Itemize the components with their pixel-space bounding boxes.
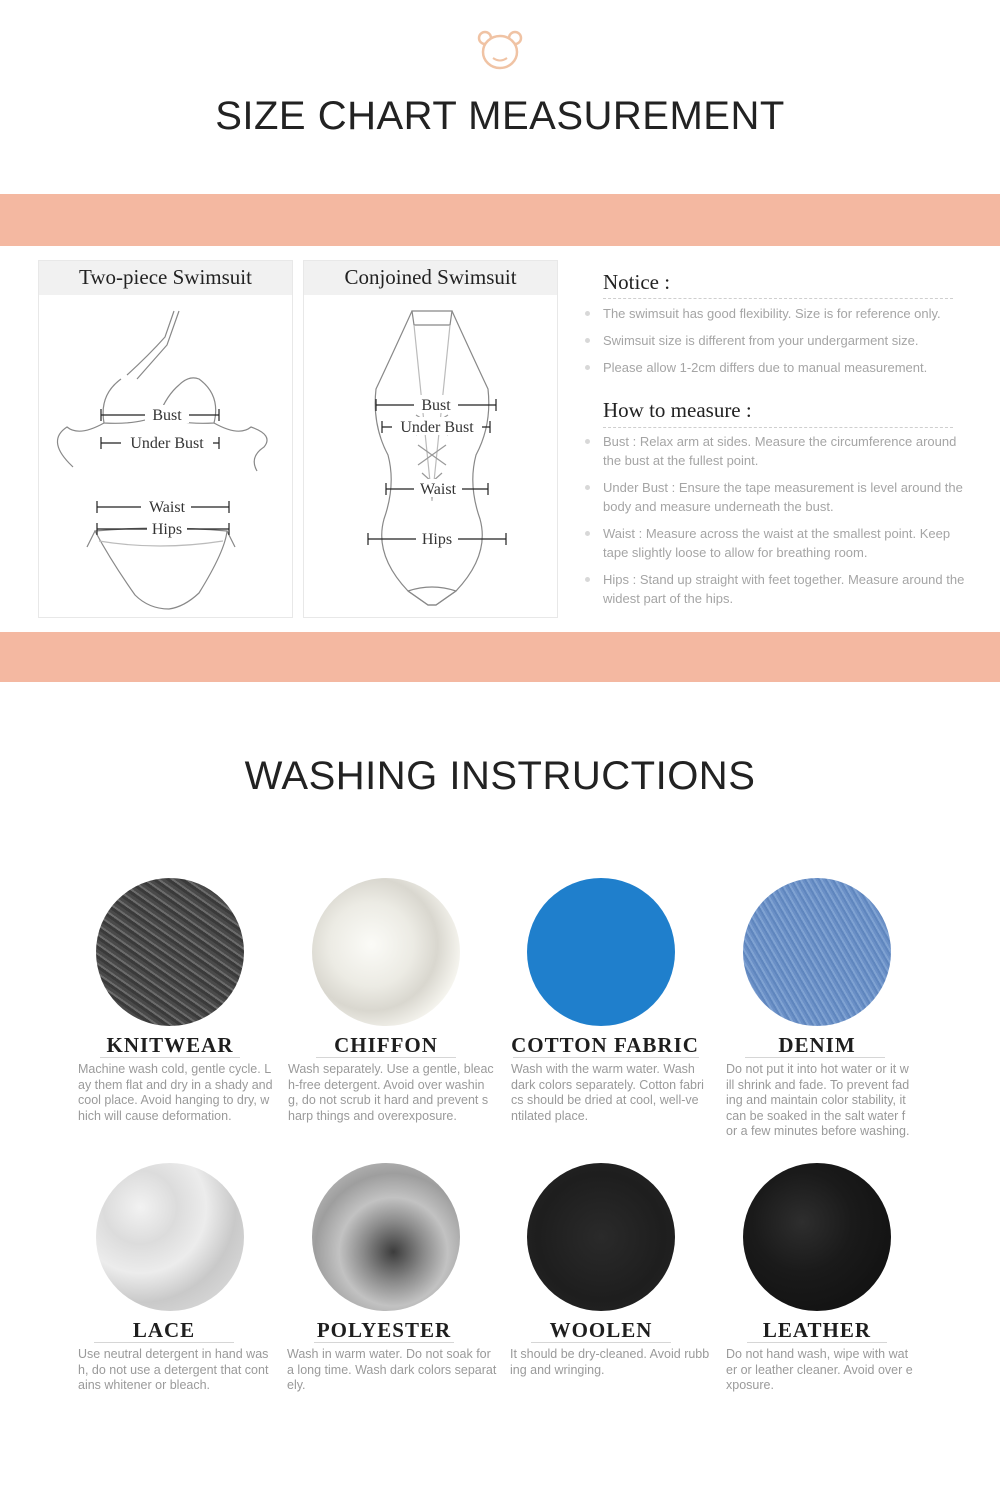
fabric-desc: Use neutral detergent in hand wash, do not use a detergent that contains whitener or bleach. <box>78 1347 269 1392</box>
cj-underbust-label: Under Bust <box>400 419 474 436</box>
knitwear-swatch <box>96 878 244 1026</box>
how-to-item: Hips : Stand up straight with feet together. Measure around the widest part of the hips. <box>585 570 988 608</box>
fabric-name: COTTON FABRIC <box>511 1033 699 1057</box>
how-to-item: Bust : Relax arm at sides. Measure the circumference around the bust at the fullest point. <box>585 432 973 470</box>
tp-hips-label: Hips <box>151 521 183 538</box>
page-title: SIZE CHART MEASUREMENT <box>215 94 785 138</box>
woolen-swatch <box>527 1163 675 1311</box>
how-to-item: Under Bust : Ensure the tape measurement is level around the body and measure underneath the bust. <box>585 478 978 516</box>
fabric-desc: Wash separately. Use a gentle, bleach-free detergent. Avoid over washing, do not scrub it hard and prevent sharp things and overexposure. <box>288 1062 494 1123</box>
tp-bust-label: Bust <box>152 407 182 424</box>
cj-waist-label: Waist <box>419 481 457 498</box>
fabric-divider <box>747 1342 887 1343</box>
two-piece-diagram <box>39 295 292 617</box>
fabric-name: LACE <box>132 1318 196 1342</box>
chiffon-swatch <box>312 878 460 1026</box>
fabric-divider <box>531 1342 671 1343</box>
notice-divider <box>603 298 953 299</box>
notice-item: Please allow 1-2cm differs due to manual measurement. <box>585 358 983 377</box>
fabric-desc: Wash in warm water. Do not soak for a long time. Wash dark colors separately. <box>287 1347 497 1392</box>
how-to-title: How to measure : <box>603 398 752 422</box>
fabric-divider <box>316 1057 456 1058</box>
conjoined-title: Conjoined Swimsuit <box>304 261 557 295</box>
fabric-divider <box>100 1057 240 1058</box>
polyester-swatch <box>312 1163 460 1311</box>
fabric-divider <box>94 1342 234 1343</box>
fabric-name: POLYESTER <box>316 1318 452 1342</box>
fabric-name: CHIFFON <box>334 1033 438 1057</box>
fabric-divider <box>745 1057 885 1058</box>
top-band <box>0 194 1000 246</box>
tp-underbust-label: Under Bust <box>130 435 204 452</box>
conjoined-diagram <box>304 295 557 617</box>
tp-waist-label: Waist <box>148 499 186 516</box>
denim-swatch <box>743 878 891 1026</box>
how-to-divider <box>603 427 953 428</box>
fabric-name: WOOLEN <box>549 1318 653 1342</box>
fabric-desc: Machine wash cold, gentle cycle. Lay them flat and dry in a shady and cool place. Avoid hanging to dry, which will cause deformation. <box>78 1062 273 1123</box>
fabric-divider <box>314 1342 454 1343</box>
fabric-desc: Wash with the warm water. Wash dark colors separately. Cotton fabrics should be dried at cool, well-ventilated place. <box>511 1062 704 1123</box>
two-piece-title: Two-piece Swimsuit <box>39 261 292 295</box>
bottom-band <box>0 632 1000 682</box>
fabric-name: LEATHER <box>762 1318 872 1342</box>
how-to-item: Waist : Measure across the waist at the smallest point. Keep tape slightly loose to allow for breathing room. <box>585 524 963 562</box>
notice-item: The swimsuit has good flexibility. Size is for reference only. <box>585 304 983 323</box>
fabric-name: KNITWEAR <box>106 1033 234 1057</box>
bear-head-icon <box>475 28 525 72</box>
notice-title: Notice : <box>603 270 671 294</box>
fabric-name: DENIM <box>778 1033 856 1057</box>
lace-swatch <box>96 1163 244 1311</box>
conjoined-panel <box>303 260 558 618</box>
cj-hips-label: Hips <box>421 531 453 548</box>
two-piece-panel <box>38 260 293 618</box>
fabric-divider <box>513 1057 699 1058</box>
fabric-desc: It should be dry-cleaned. Avoid rubbing and wringing. <box>510 1347 710 1377</box>
notice-item: Swimsuit size is different from your undergarment size. <box>585 331 983 350</box>
washing-title: WASHING INSTRUCTIONS <box>244 754 756 798</box>
fabric-desc: Do not put it into hot water or it will shrink and fade. To prevent fading and maintain color stability, it can be soaked in the salt water for a few minutes before washing. <box>726 1062 910 1138</box>
fabric-desc: Do not hand wash, wipe with water or leather cleaner. Avoid over exposure. <box>726 1347 913 1392</box>
leather-swatch <box>743 1163 891 1311</box>
cj-bust-label: Bust <box>421 397 451 414</box>
cotton-swatch <box>527 878 675 1026</box>
